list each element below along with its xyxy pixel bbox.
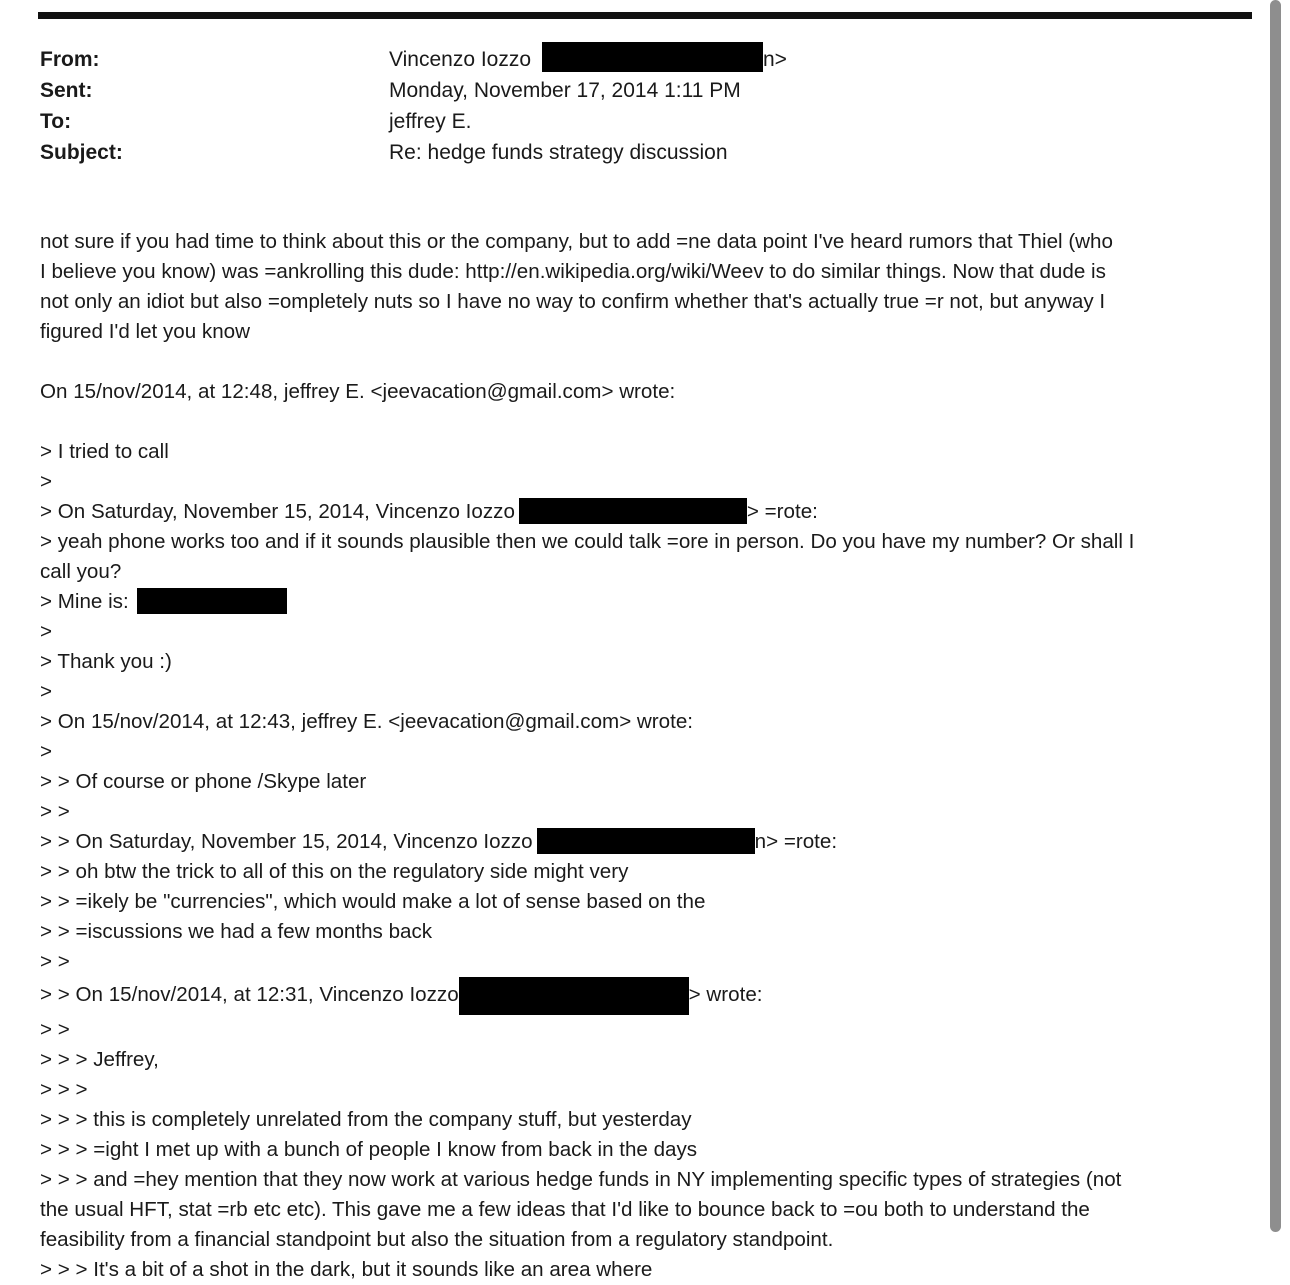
subject-value: Re: hedge funds strategy discussion <box>389 141 728 164</box>
from-value <box>389 48 531 72</box>
quoted-line: > > <box>40 1018 70 1041</box>
quoted-text: > > On 15/nov/2014, at 12:31, Vincenzo Iozzo <box>40 983 459 1006</box>
quoted-text: > On Saturday, November 15, 2014, Vincenzo Iozzo <box>40 500 515 523</box>
quoted-line: > > > =ight I met up with a bunch of people I know from back in the days <box>40 1138 698 1161</box>
quoted-line: > Thank you :) <box>40 650 172 673</box>
quoted-line: > > > Jeffrey, <box>40 1048 159 1071</box>
quoted-line: > <box>40 620 53 643</box>
quoted-line: > <box>40 470 53 493</box>
top-divider-line <box>38 12 1252 19</box>
quoted-text: > =rote: <box>746 500 818 523</box>
quoted-line: call you? <box>40 560 122 583</box>
from-label: From: <box>40 48 100 71</box>
blank-line <box>40 347 1254 377</box>
quoted-text: n> =rote: <box>754 830 838 853</box>
quoted-line <box>40 587 1254 617</box>
email-body <box>40 227 1254 1285</box>
sent-value: Monday, November 17, 2014 1:11 PM <box>389 79 741 102</box>
quoted-line: > > oh btw the trick to all of this on the regulatory side might very <box>40 860 629 883</box>
quoted-text: > wrote: <box>688 983 763 1006</box>
body-line: not only an idiot but also =ompletely nuts so I have no way to confirm whether that's actually true =r not, but anyway I <box>40 290 1106 313</box>
quoted-line: > > > <box>40 1078 88 1101</box>
redaction-box <box>137 588 287 614</box>
sent-label: Sent: <box>40 79 93 102</box>
to-value: jeffrey E. <box>389 110 472 133</box>
quoted-line: > > > this is completely unrelated from the company stuff, but yesterday <box>40 1108 692 1131</box>
quoted-line: > > =iscussions we had a few months back <box>40 920 433 943</box>
quoted-text: > > On Saturday, November 15, 2014, Vincenzo Iozzo <box>40 830 533 853</box>
quoted-line: > > <box>40 800 70 823</box>
quoted-line: > <box>40 680 53 703</box>
quoted-line: > > Of course or phone /Skype later <box>40 770 367 793</box>
vertical-scrollbar[interactable] <box>1270 0 1281 1232</box>
quoted-line: > I tried to call <box>40 440 169 463</box>
quoted-line <box>40 827 1254 857</box>
quoted-line: > On 15/nov/2014, at 12:43, jeffrey E. <jeevacation@gmail.com> wrote: <box>40 710 694 733</box>
redaction-box <box>519 498 747 524</box>
quoted-line: > > > It's a bit of a shot in the dark, but it sounds like an area where <box>40 1258 653 1281</box>
quoted-line <box>40 977 1254 1015</box>
quoted-line: > <box>40 740 53 763</box>
body-line: figured I'd let you know <box>40 320 250 343</box>
body-line: not sure if you had time to think about this or the company, but to add =ne data point I've heard rumors that Thiel (who <box>40 230 1113 253</box>
blank-line <box>40 407 1254 437</box>
redaction-box <box>537 828 755 854</box>
from-name: Vincenzo Iozzo <box>389 48 532 71</box>
body-line: I believe you know) was =ankrolling this dude: http://en.wikipedia.org/wiki/Weev to do similar things. Now that dude is <box>40 260 1106 283</box>
redaction-box <box>459 977 689 1015</box>
quoted-line: > > <box>40 950 70 973</box>
quoted-text: > Mine is: <box>40 590 129 613</box>
quote-intro-line: On 15/nov/2014, at 12:48, jeffrey E. <jeevacation@gmail.com> wrote: <box>40 380 676 403</box>
quoted-line: > > =ikely be "currencies", which would make a lot of sense based on the <box>40 890 706 913</box>
subject-label: Subject: <box>40 141 123 164</box>
quoted-line: > > > and =hey mention that they now work at various hedge funds in NY implementing specific types of strategies (not <box>40 1168 1122 1191</box>
from-address-suffix: n> <box>763 48 787 71</box>
quoted-line: feasibility from a financial standpoint but also the situation from a regulatory standpoint. <box>40 1228 834 1251</box>
quoted-line: the usual HFT, stat =rb etc etc). This gave me a few ideas that I'd like to bounce back to =ou both to understand the <box>40 1198 1090 1221</box>
redaction-box <box>542 42 763 72</box>
quoted-line: > yeah phone works too and if it sounds plausible then we could talk =ore in person. Do you have my number? Or shall I <box>40 530 1135 553</box>
quoted-line <box>40 497 1254 527</box>
to-label: To: <box>40 110 72 133</box>
